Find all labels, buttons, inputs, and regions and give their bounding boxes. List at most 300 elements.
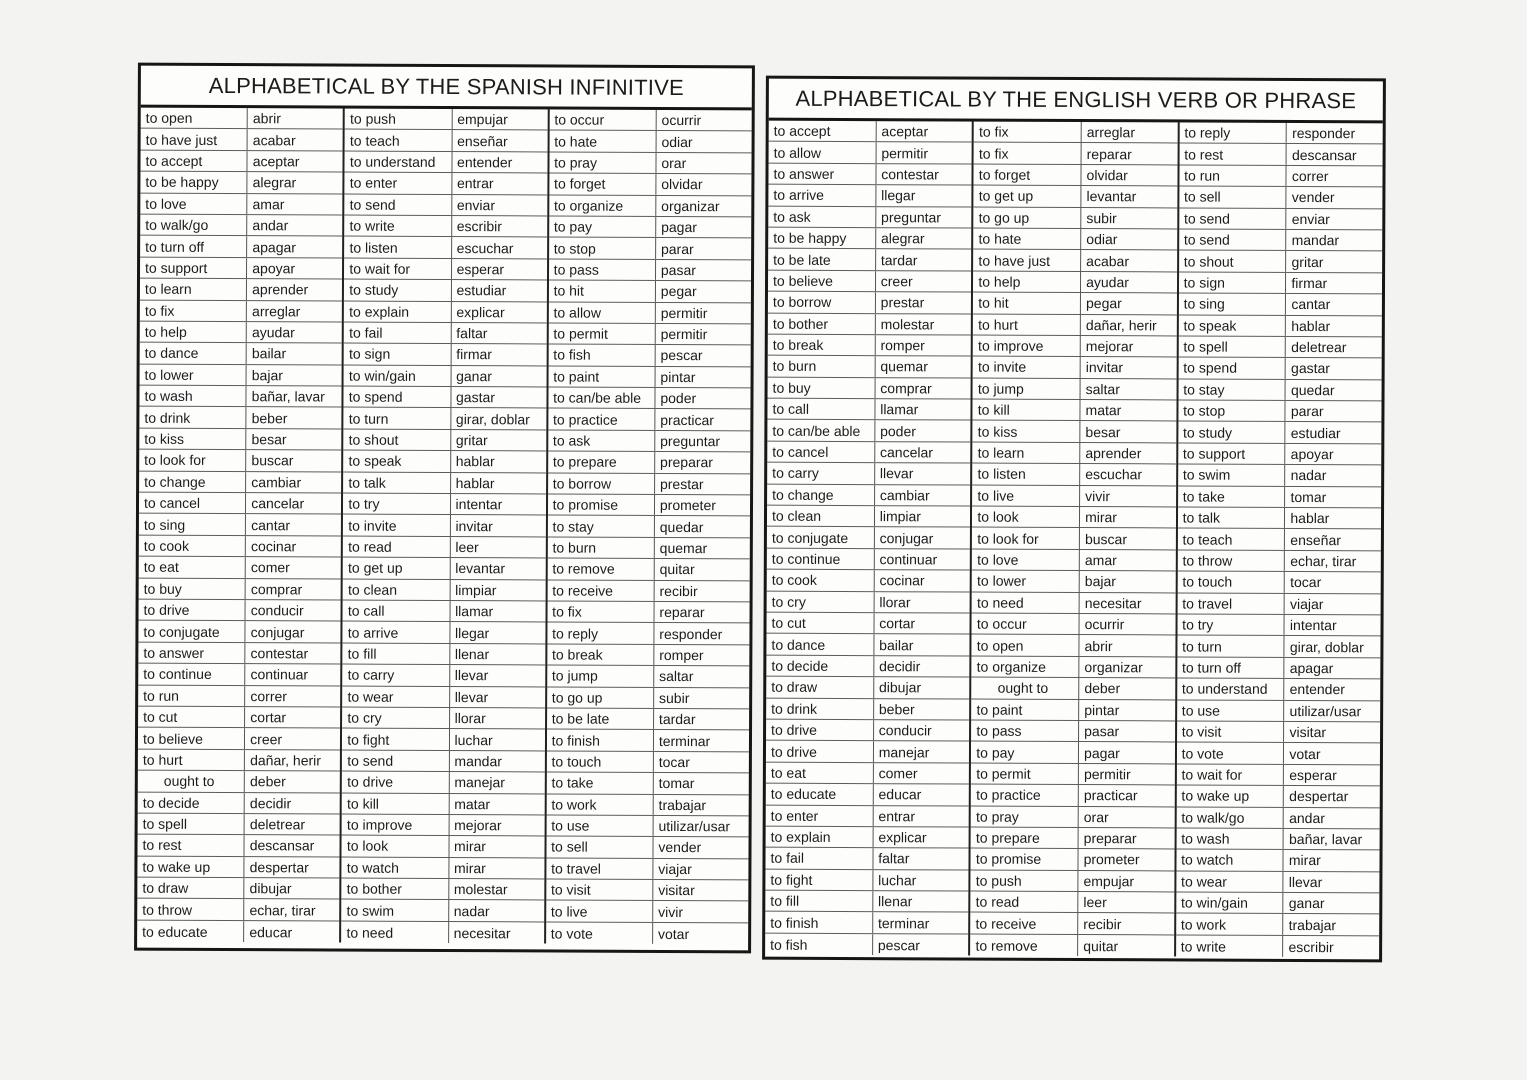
table-row xyxy=(342,836,544,858)
table-row xyxy=(768,163,971,185)
spanish-verb-cell: gastar xyxy=(1291,360,1331,377)
english-verb-cell: to fish xyxy=(548,345,655,366)
table-row xyxy=(766,613,969,635)
spanish-verb-cell: mirar xyxy=(453,859,486,877)
table-row xyxy=(344,387,546,409)
english-verb-cell: to fail xyxy=(344,322,451,343)
english-verb-cell: ought to xyxy=(138,771,245,792)
table-row xyxy=(1177,614,1380,636)
spanish-verb-cell: recibir xyxy=(659,582,698,599)
spanish-verb-cell: mandar xyxy=(1291,232,1340,249)
english-table-columns xyxy=(765,121,1383,958)
spanish-verb-cell: gritar xyxy=(1291,253,1324,270)
table-row xyxy=(1178,443,1381,465)
spanish-verb-cell: deletrear xyxy=(249,816,306,833)
spanish-verb-cell: odiar xyxy=(661,133,693,150)
table-row xyxy=(140,322,342,344)
english-verb-cell: to fight xyxy=(342,729,449,750)
table-row xyxy=(1177,636,1380,658)
english-verb-cell: to accept xyxy=(769,121,877,142)
table-row xyxy=(549,174,751,196)
english-verb-cell: to push xyxy=(345,109,452,130)
english-verb-cell: to spell xyxy=(1178,336,1286,357)
english-verb-cell: to hate xyxy=(549,131,656,152)
spanish-verb-cell: despertar xyxy=(249,859,309,876)
table-row xyxy=(546,901,748,923)
english-verb-cell: to promise xyxy=(971,849,1079,870)
table-row xyxy=(767,548,970,570)
spanish-verb-cell: cocinar xyxy=(251,538,297,555)
english-verb-cell: to turn off xyxy=(140,236,247,257)
table-row xyxy=(547,644,749,666)
table-row xyxy=(971,892,1174,914)
table-row xyxy=(342,900,544,922)
table-row xyxy=(765,912,968,934)
english-verb-cell: to kiss xyxy=(139,429,246,450)
english-verb-cell: to enter xyxy=(345,173,452,194)
english-verb-cell: to touch xyxy=(1177,572,1285,593)
table-row xyxy=(140,364,342,386)
table-row xyxy=(974,207,1177,229)
table-row xyxy=(766,827,969,849)
spanish-verb-cell: comprar xyxy=(880,380,932,397)
spanish-verb-cell: pescar xyxy=(877,936,920,953)
spanish-verb-cell: educar xyxy=(249,923,293,940)
spanish-verb-cell: leer xyxy=(1083,894,1107,911)
table-row xyxy=(766,720,969,742)
table-row xyxy=(973,400,1176,422)
table-row xyxy=(769,142,972,164)
table-row xyxy=(140,279,342,301)
english-verb-cell: to accept xyxy=(140,150,247,171)
english-verb-cell: to sign xyxy=(1179,272,1287,293)
spanish-verb-cell: manejar xyxy=(454,774,505,791)
english-verb-cell: to vote xyxy=(1177,743,1285,764)
english-verb-cell: to continue xyxy=(767,548,875,569)
table-row xyxy=(972,528,1175,550)
english-verb-cell: to call xyxy=(767,399,875,420)
vocab-column xyxy=(137,108,345,943)
english-verb-cell: to jump xyxy=(973,378,1081,399)
english-verb-cell: to fight xyxy=(765,869,873,890)
spanish-verb-cell: llamar xyxy=(880,401,919,418)
spanish-verb-cell: contestar xyxy=(250,645,309,662)
english-verb-cell: to bother xyxy=(342,879,449,900)
spanish-verb-cell: intentar xyxy=(455,496,503,513)
vocab-column xyxy=(546,109,752,944)
english-verb-cell: to pass xyxy=(549,259,656,280)
spanish-verb-cell: orar xyxy=(661,154,687,172)
english-verb-cell: to send xyxy=(1179,208,1287,229)
english-verb-cell: to visit xyxy=(1177,721,1285,742)
spanish-verb-cell: vender xyxy=(1291,189,1335,206)
table-row xyxy=(139,493,341,515)
english-verb-cell: to fill xyxy=(343,643,450,664)
table-row xyxy=(139,386,341,408)
table-row xyxy=(1177,657,1380,679)
table-row xyxy=(546,880,748,902)
spanish-verb-cell: molestar xyxy=(453,881,508,898)
english-verb-cell: to improve xyxy=(342,814,449,835)
spanish-verb-cell: nadar xyxy=(1290,467,1327,484)
spanish-verb-cell: subir xyxy=(659,689,690,706)
english-verb-cell: to arrive xyxy=(343,622,450,643)
table-row xyxy=(768,335,971,357)
table-row xyxy=(343,451,545,473)
table-row xyxy=(140,300,342,322)
spanish-verb-cell: dañar, herir xyxy=(250,752,321,769)
table-row xyxy=(344,408,546,430)
spanish-verb-cell: correr xyxy=(250,687,287,705)
spanish-verb-cell: olvidar xyxy=(661,176,703,193)
table-row xyxy=(547,708,749,730)
spanish-verb-cell: mirar xyxy=(454,838,486,855)
spanish-verb-cell: matar xyxy=(454,795,491,812)
table-row xyxy=(1177,679,1380,701)
table-row xyxy=(343,622,545,644)
table-row xyxy=(547,730,749,752)
spanish-verb-cell: cambiar xyxy=(251,473,302,491)
english-verb-cell: to throw xyxy=(137,899,244,920)
english-verb-cell: to decide xyxy=(766,655,874,676)
spanish-verb-cell: bailar xyxy=(251,345,287,362)
spanish-verb-cell: levantar xyxy=(455,560,506,577)
spanish-verb-cell: firmar xyxy=(456,346,493,363)
table-row xyxy=(138,685,340,707)
spanish-infinitive-table xyxy=(134,63,755,954)
spanish-verb-cell: amar xyxy=(1084,552,1117,569)
spanish-verb-cell: necesitar xyxy=(1084,594,1142,612)
english-verb-cell: to read xyxy=(971,892,1079,913)
table-row xyxy=(767,591,970,613)
table-row xyxy=(342,857,544,879)
table-row xyxy=(345,216,547,238)
spanish-verb-cell: limpiar xyxy=(455,581,497,599)
spanish-verb-cell: andar xyxy=(1289,809,1325,826)
spanish-verb-cell: olvidar xyxy=(1086,167,1128,184)
spanish-verb-cell: andar xyxy=(252,217,289,234)
english-table-title: ALPHABETICAL BY THE ENGLISH VERB OR PHRASE xyxy=(769,79,1383,124)
english-verb-cell: to wear xyxy=(342,686,449,707)
spanish-verb-cell: gastar xyxy=(455,389,495,406)
english-verb-cell: to visit xyxy=(546,880,653,901)
table-row xyxy=(1176,893,1379,915)
spanish-verb-cell: limpiar xyxy=(879,508,922,525)
table-row xyxy=(766,634,969,656)
spanish-verb-cell: matar xyxy=(1085,402,1122,419)
table-row xyxy=(342,772,544,794)
spanish-verb-cell: despertar xyxy=(1289,788,1349,805)
spanish-verb-cell: llevar xyxy=(879,465,914,482)
english-verb-cell: to touch xyxy=(547,751,654,772)
table-row xyxy=(140,257,342,279)
table-row xyxy=(973,421,1176,443)
english-verb-cell: to pray xyxy=(971,806,1079,827)
spanish-verb-cell: votar xyxy=(1289,745,1321,762)
english-verb-cell: to have just xyxy=(973,250,1081,271)
english-verb-cell: to spend xyxy=(344,387,451,408)
spanish-verb-cell: vivir xyxy=(658,903,684,920)
english-verb-cell: to explain xyxy=(766,827,874,848)
table-row xyxy=(1179,187,1382,209)
table-row xyxy=(548,345,750,367)
spanish-verb-cell: recibir xyxy=(1083,915,1122,932)
table-row xyxy=(548,366,750,388)
english-verb-cell: to rest xyxy=(137,835,244,856)
table-row xyxy=(137,856,339,878)
english-verb-cell: to cook xyxy=(767,570,875,591)
english-verb-cell: to throw xyxy=(1177,550,1285,571)
english-verb-cell: to understand xyxy=(345,151,452,172)
table-row xyxy=(343,472,545,494)
table-row xyxy=(1176,764,1379,786)
spanish-verb-cell: invitar xyxy=(455,517,493,534)
english-verb-cell: to pay xyxy=(549,216,656,237)
english-verb-cell: to conjugate xyxy=(767,527,875,548)
table-row xyxy=(973,335,1176,357)
english-verb-cell: to pass xyxy=(971,720,1079,741)
table-row xyxy=(765,869,968,891)
spanish-verb-cell: alegrar xyxy=(252,174,297,191)
table-row xyxy=(343,536,545,558)
english-verb-cell: to stop xyxy=(1178,401,1286,422)
table-row xyxy=(547,687,749,709)
table-row xyxy=(1177,572,1380,594)
spanish-verb-cell: saltar xyxy=(659,668,694,685)
table-row xyxy=(972,614,1175,636)
table-row xyxy=(549,152,751,174)
english-verb-cell: to reply xyxy=(1179,122,1287,143)
spanish-verb-cell: ganar xyxy=(456,367,492,385)
table-row xyxy=(768,249,971,271)
table-row xyxy=(137,878,339,900)
spanish-verb-cell: quemar xyxy=(880,358,928,375)
spanish-verb-cell: llevar xyxy=(454,667,489,684)
english-verb-cell: to eat xyxy=(139,557,246,578)
table-row xyxy=(548,473,750,495)
table-row xyxy=(140,215,342,237)
english-verb-cell: to cry xyxy=(342,707,449,728)
table-row xyxy=(1179,144,1382,166)
table-row xyxy=(344,365,546,387)
table-row xyxy=(139,407,341,429)
spanish-verb-cell: conjugar xyxy=(879,529,934,546)
english-verb-cell: to live xyxy=(972,485,1080,506)
english-verb-cell: to organize xyxy=(972,656,1080,677)
spanish-verb-cell: enviar xyxy=(456,196,496,213)
table-row xyxy=(549,109,751,131)
english-verb-cell: to finish xyxy=(547,730,654,751)
english-verb-cell: to educate xyxy=(137,921,244,943)
spanish-verb-cell: utilizar/usar xyxy=(1289,702,1362,719)
english-verb-cell: to wait for xyxy=(344,258,451,279)
table-row xyxy=(139,429,341,451)
spanish-verb-cell: acabar xyxy=(1086,252,1130,269)
table-row xyxy=(1178,401,1381,423)
spanish-verb-cell: visitar xyxy=(1289,724,1327,741)
spanish-verb-cell: nadar xyxy=(453,902,490,919)
table-row xyxy=(547,559,749,581)
english-verb-cell: to receive xyxy=(971,913,1079,934)
spanish-verb-cell: llamar xyxy=(455,603,494,620)
spanish-verb-cell: quitar xyxy=(659,561,695,578)
table-row xyxy=(547,580,749,602)
table-row xyxy=(344,301,546,323)
spanish-verb-cell: cocinar xyxy=(879,572,925,589)
english-verb-cell: to permit xyxy=(548,323,655,344)
table-row xyxy=(974,122,1177,144)
table-row xyxy=(138,792,340,814)
spanish-verb-cell: permitir xyxy=(660,304,708,321)
english-verb-cell: to fix xyxy=(974,143,1082,164)
spanish-verb-cell: estudiar xyxy=(1290,424,1341,441)
table-row xyxy=(343,601,545,623)
table-row xyxy=(973,250,1176,272)
english-verb-cell: to ask xyxy=(548,430,655,451)
spanish-verb-cell: trabajar xyxy=(1288,916,1337,933)
table-row xyxy=(549,259,751,281)
spanish-verb-cell: odiar xyxy=(1086,231,1118,248)
table-row xyxy=(549,281,751,303)
spanish-verb-cell: ganar xyxy=(1288,895,1325,912)
table-row xyxy=(972,678,1175,700)
table-row xyxy=(139,557,341,579)
spanish-verb-cell: deber xyxy=(249,773,286,790)
spanish-verb-cell: pescar xyxy=(660,347,703,364)
spanish-verb-cell: buscar xyxy=(1084,530,1128,547)
table-row xyxy=(971,785,1174,807)
spanish-verb-cell: conducir xyxy=(878,722,932,739)
english-verb-cell: to sign xyxy=(344,344,451,365)
spanish-verb-cell: bañar, lavar xyxy=(1288,831,1363,848)
spanish-verb-cell: prometer xyxy=(659,497,716,514)
english-verb-cell: to win/gain xyxy=(344,365,451,386)
english-verb-cell: to send xyxy=(1179,229,1287,250)
table-row xyxy=(344,429,546,451)
table-row xyxy=(974,229,1177,251)
table-row xyxy=(342,879,544,901)
table-row xyxy=(345,109,547,131)
table-row xyxy=(765,848,968,870)
table-row xyxy=(548,430,750,452)
spanish-verb-cell: preparar xyxy=(660,454,714,471)
english-verb-cell: to forget xyxy=(974,164,1082,185)
table-row xyxy=(768,228,971,250)
english-verb-cell: to cut xyxy=(138,707,245,728)
table-row xyxy=(1176,786,1379,808)
table-row xyxy=(141,129,343,151)
spanish-verb-cell: empujar xyxy=(1083,872,1135,890)
english-verb-cell: to sing xyxy=(139,514,246,535)
spanish-verb-cell: organizar xyxy=(661,197,720,214)
english-verb-cell: to dance xyxy=(140,343,247,364)
english-verb-cell: to fix xyxy=(140,300,247,321)
spanish-verb-cell: preparar xyxy=(1083,830,1137,847)
spanish-verb-cell: llenar xyxy=(878,893,913,910)
spanish-verb-cell: besar xyxy=(251,431,287,448)
english-verb-cell: to stay xyxy=(1178,379,1286,400)
table-row xyxy=(1176,828,1379,850)
english-verb-cell: to hate xyxy=(974,229,1082,250)
english-verb-cell: to listen xyxy=(344,237,451,258)
spanish-verb-cell: mirar xyxy=(1288,852,1321,869)
table-row xyxy=(548,302,750,324)
table-row xyxy=(139,578,341,600)
table-row xyxy=(342,814,544,836)
spanish-verb-cell: pegar xyxy=(660,283,697,300)
english-verb-cell: to use xyxy=(1177,700,1285,721)
table-row xyxy=(139,514,341,536)
english-verb-cell: to watch xyxy=(342,857,449,878)
spanish-verb-cell: cantar xyxy=(251,516,291,533)
spanish-verb-cell: conjugar xyxy=(250,623,305,640)
english-verb-cell: to remove xyxy=(970,934,1078,956)
table-row xyxy=(972,635,1175,657)
spanish-verb-cell: visitar xyxy=(658,882,695,899)
english-verb-cell: to sell xyxy=(1179,187,1287,208)
spanish-verb-cell: empujar xyxy=(457,111,508,128)
spanish-verb-cell: descansar xyxy=(249,837,315,854)
table-row xyxy=(1179,294,1382,316)
english-verb-cell: to wear xyxy=(1176,871,1284,892)
english-verb-cell: to look xyxy=(972,507,1080,528)
table-row xyxy=(767,484,970,506)
english-verb-cell: to run xyxy=(138,685,245,706)
spanish-verb-cell: contestar xyxy=(881,166,939,183)
table-row xyxy=(766,805,969,827)
english-verb-cell: to take xyxy=(546,773,653,794)
spanish-verb-cell: tardar xyxy=(658,711,696,728)
english-verb-cell: to draw xyxy=(137,878,244,899)
spanish-verb-cell: tocar xyxy=(1290,574,1322,591)
spanish-table-columns xyxy=(137,108,752,945)
table-row xyxy=(971,870,1174,892)
table-row xyxy=(140,236,342,258)
table-row xyxy=(342,707,544,729)
spanish-verb-cell: faltar xyxy=(456,325,488,342)
table-row xyxy=(1177,550,1380,572)
table-row xyxy=(546,815,748,837)
table-row xyxy=(766,784,969,806)
table-row xyxy=(971,913,1174,935)
spanish-verb-cell: comer xyxy=(250,559,290,576)
english-verb-cell: to teach xyxy=(1178,529,1286,550)
english-verb-cell: to dance xyxy=(766,634,874,655)
english-verb-cell: to have just xyxy=(141,129,248,150)
table-row xyxy=(137,899,339,921)
table-row xyxy=(973,378,1176,400)
spanish-verb-cell: llevar xyxy=(454,688,489,705)
english-verb-cell: ought to xyxy=(972,678,1080,699)
table-row xyxy=(343,515,545,537)
table-row xyxy=(138,642,340,664)
english-verb-cell: to jump xyxy=(547,666,654,687)
table-row xyxy=(971,806,1174,828)
table-row xyxy=(343,579,545,601)
spanish-verb-cell: gritar xyxy=(455,432,488,449)
english-verb-cell: to use xyxy=(546,815,653,836)
spanish-verb-cell: girar, doblar xyxy=(455,410,530,428)
english-verb-cell: to rest xyxy=(1179,144,1287,165)
table-row xyxy=(1178,315,1381,337)
spanish-verb-cell: arreglar xyxy=(1086,124,1136,141)
english-verb-cell: to walk/go xyxy=(140,215,247,236)
table-row xyxy=(343,643,545,665)
english-verb-cell: to look for xyxy=(972,528,1080,549)
table-row xyxy=(341,921,543,943)
spanish-verb-cell: hablar xyxy=(455,474,495,492)
table-row xyxy=(548,516,750,538)
